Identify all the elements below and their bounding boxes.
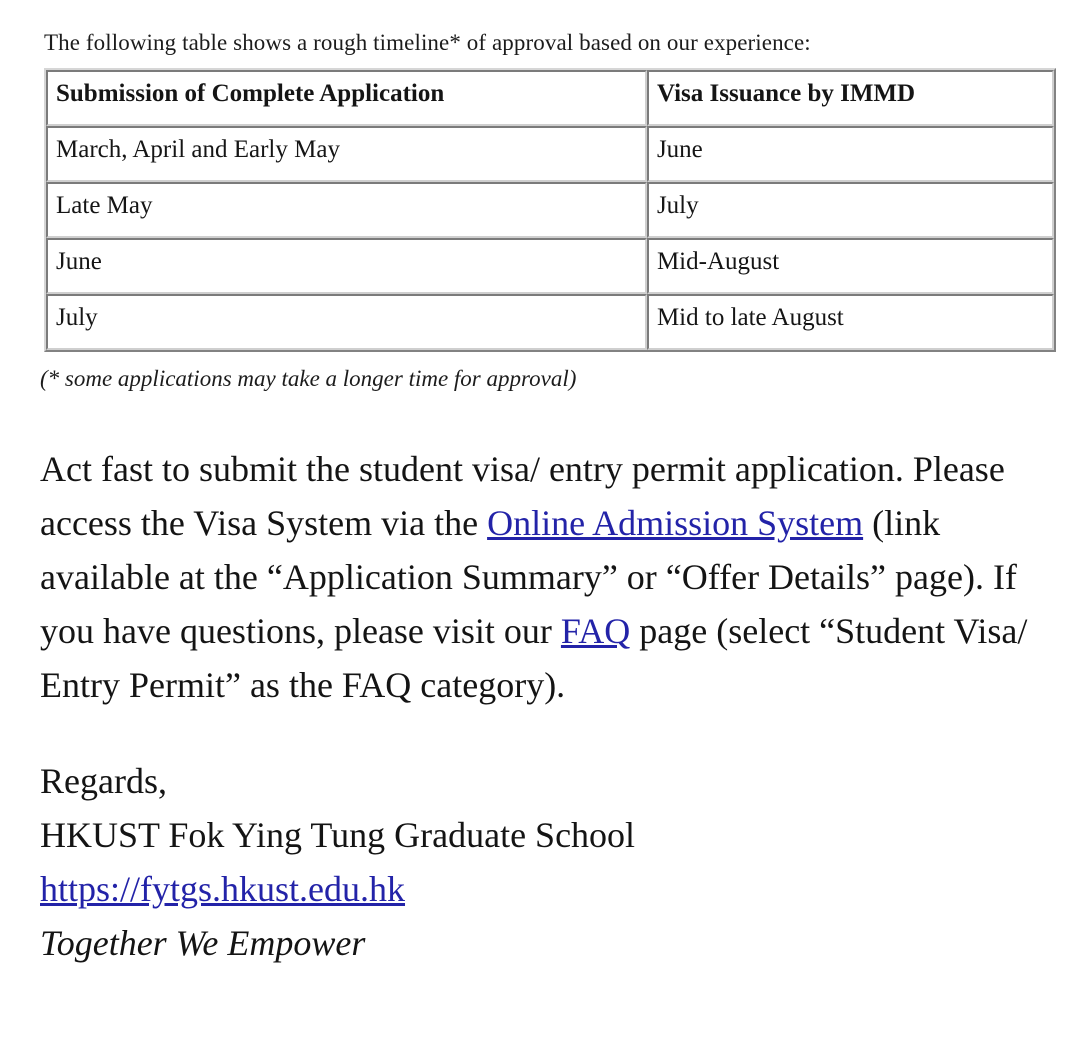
- online-admission-system-link[interactable]: Online Admission System: [487, 503, 864, 543]
- table-cell-submission: June: [46, 238, 647, 294]
- table-cell-submission: July: [46, 294, 647, 350]
- paragraph-segment-two: (link available at the “Application Summary” or “Offer Details” page). If you have questions, please visit our: [40, 503, 1017, 651]
- timeline-table-wrapper: [44, 68, 1056, 352]
- signature-tagline: Together We Empower: [40, 923, 366, 963]
- timeline-table: [44, 68, 1056, 352]
- faq-link[interactable]: FAQ: [560, 611, 631, 651]
- table-row: [46, 126, 1054, 182]
- document-page: [0, 28, 1080, 1057]
- intro-text: The following table shows a rough timeline* of approval based on our experience:: [44, 30, 811, 55]
- paragraph-segment-three: page (select “Student Visa/ Entry Permit” as the FAQ category).: [40, 611, 1028, 705]
- signature-block: [40, 754, 1080, 970]
- table-cell-issuance: July: [647, 182, 1054, 238]
- table-header-issuance: Visa Issuance by IMMD: [647, 70, 1054, 126]
- paragraph-segment-one: Act fast to submit the student visa/ entry permit application. Please access the Visa System via the: [40, 449, 1005, 543]
- table-cell-issuance: Mid to late August: [647, 294, 1054, 350]
- signature-regards: Regards,: [40, 761, 167, 801]
- table-cell-submission: Late May: [46, 182, 647, 238]
- body-paragraph: [40, 442, 1036, 712]
- table-footnote: (* some applications may take a longer time for approval): [40, 366, 577, 391]
- table-cell-issuance: Mid-August: [647, 238, 1054, 294]
- table-row: [46, 294, 1054, 350]
- table-cell-issuance: June: [647, 126, 1054, 182]
- table-row: [46, 238, 1054, 294]
- signature-organization: HKUST Fok Ying Tung Graduate School: [40, 815, 636, 855]
- table-header-submission: Submission of Complete Application: [46, 70, 647, 126]
- signature-website-line: [40, 862, 1080, 916]
- table-row: [46, 182, 1054, 238]
- table-header-row: [46, 70, 1054, 126]
- website-link[interactable]: https://fytgs.hkust.edu.hk: [40, 869, 406, 909]
- table-cell-submission: March, April and Early May: [46, 126, 647, 182]
